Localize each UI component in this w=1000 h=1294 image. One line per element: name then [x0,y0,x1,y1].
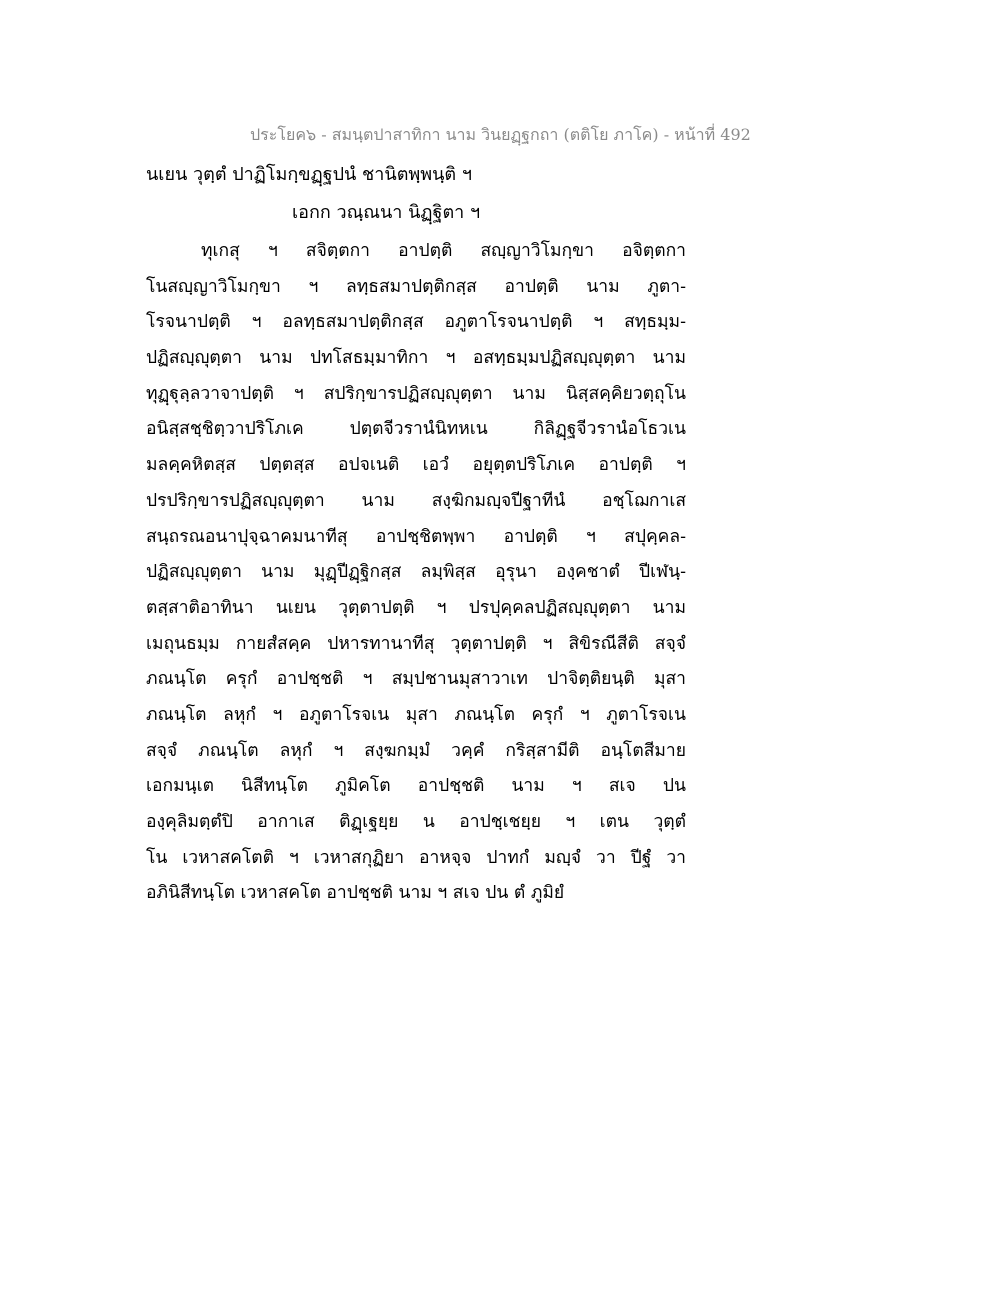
section-title: เอกก วณฺณนา นิฏฺฐิตา ฯ [292,202,481,223]
body-line: โรจนาปตฺติ ฯ อลทฺธสมาปตฺติกสฺส อภูตาโรจนาปตฺติ ฯ สทฺธมฺม- [146,312,686,333]
body-line: ปฏิสญฺญุตฺตา นาม ปทโสธมฺมาทิกา ฯ อสทฺธมฺมปฏิสญฺญุตฺตา นาม [146,348,686,369]
body-text [146,238,686,916]
body-line: สนฺถรณอนาปุจฺฉาคมนาทีสุ อาปชฺชิตพฺพา อาปตฺติ ฯ สปุคฺคล- [146,526,686,547]
body-line: สจฺจํ ภณนฺโต ลหุกํ ฯ สงฺฆกมฺมํ วคฺคํ กริสฺสามีติ อนฺโตสีมาย [146,740,686,761]
body-line: ปฏิสญฺญุตฺตา นาม มุฏฺปีฏฺฐิกสฺส ลมฺพิสฺส อุรุนา องฺคชาตํ ปีเฬนฺ- [146,562,686,583]
body-line: โนสญฺญาวิโมกฺขา ฯ ลทฺธสมาปตฺติกสฺส อาปตฺติ นาม ภูตา- [146,276,686,297]
body-line: อนิสฺสชฺชิตฺวาปริโภเค ปตฺตจีวรานํนิทหเน กิลิฏฺฐจีวรานํอโธวเน [146,419,686,440]
body-line: โน เวหาสคโตติ ฯ เวหาสกุฏิยา อาหจฺจ ปาทกํ มญฺจํ วา ปีฐํ วา [146,847,686,868]
body-line: ทุฏฺฐุลฺลวาจาปตฺติ ฯ สปริกฺขารปฏิสญฺญุตฺตา นาม นิสฺสคฺคิยวตฺถุโน [146,383,686,404]
body-line: เมถุนธมฺม กายสํสคฺค ปหารทานาทีสุ วุตฺตาปตฺติ ฯ สิขิรณีสีติ สจฺจํ [146,633,686,654]
body-line: เอกมนฺเต นิสีทนฺโต ภูมิคโต อาปชฺชติ นาม ฯ สเจ ปน [146,776,686,797]
body-line: อภินิสีทนฺโต เวหาสคโต อาปชฺชติ นาม ฯ สเจ ปน ตํ ภูมิยํ [146,883,565,904]
body-line: ตสฺสาติอาทินา นเยน วุตฺตาปตฺติ ฯ ปรปุคฺคลปฏิสญฺญุตฺตา นาม [146,597,686,618]
body-line: ภณนฺโต ลหุกํ ฯ อภูตาโรจเน มุสา ภณนฺโต ครุกํ ฯ ภูตาโรจเน [146,704,686,725]
body-line: มลคฺคหิตสฺส ปตฺตสฺส อปจเนติ เอวํ อยุตฺตปริโภเค อาปตฺติ ฯ [146,455,686,476]
body-line: ทุเกสุ ฯ สจิตฺตกา อาปตฺติ สญฺญาวิโมกฺขา อจิตฺตกา [201,241,686,261]
running-header: ประโยค๖ - สมนฺตปาสาทิกา นาม วินยฏฺฐกถา (ตติโย ภาโค) - หน้าที่ 492 [250,125,751,144]
body-line: องฺคุลิมตฺตํปิ อากาเส ติฏฺเฐยฺย น อาปชฺเชยฺย ฯ เตน วุตฺตํ [146,812,686,832]
body-line: ปรปริกฺขารปฏิสญฺญุตฺตา นาม สงฺฆิกมญฺจปีฐาทีนํ อชฺโฌกาเส [146,490,686,511]
body-line: ภณนฺโต ครุกํ อาปชฺชติ ฯ สมฺปชานมุสาวาเท ปาจิตฺติยนฺติ มุสา [146,669,686,690]
opening-line: นเยน วุตฺตํ ปาฏิโมกฺขฏฺฐปนํ ชานิตพฺพนฺติ ฯ [146,164,472,185]
